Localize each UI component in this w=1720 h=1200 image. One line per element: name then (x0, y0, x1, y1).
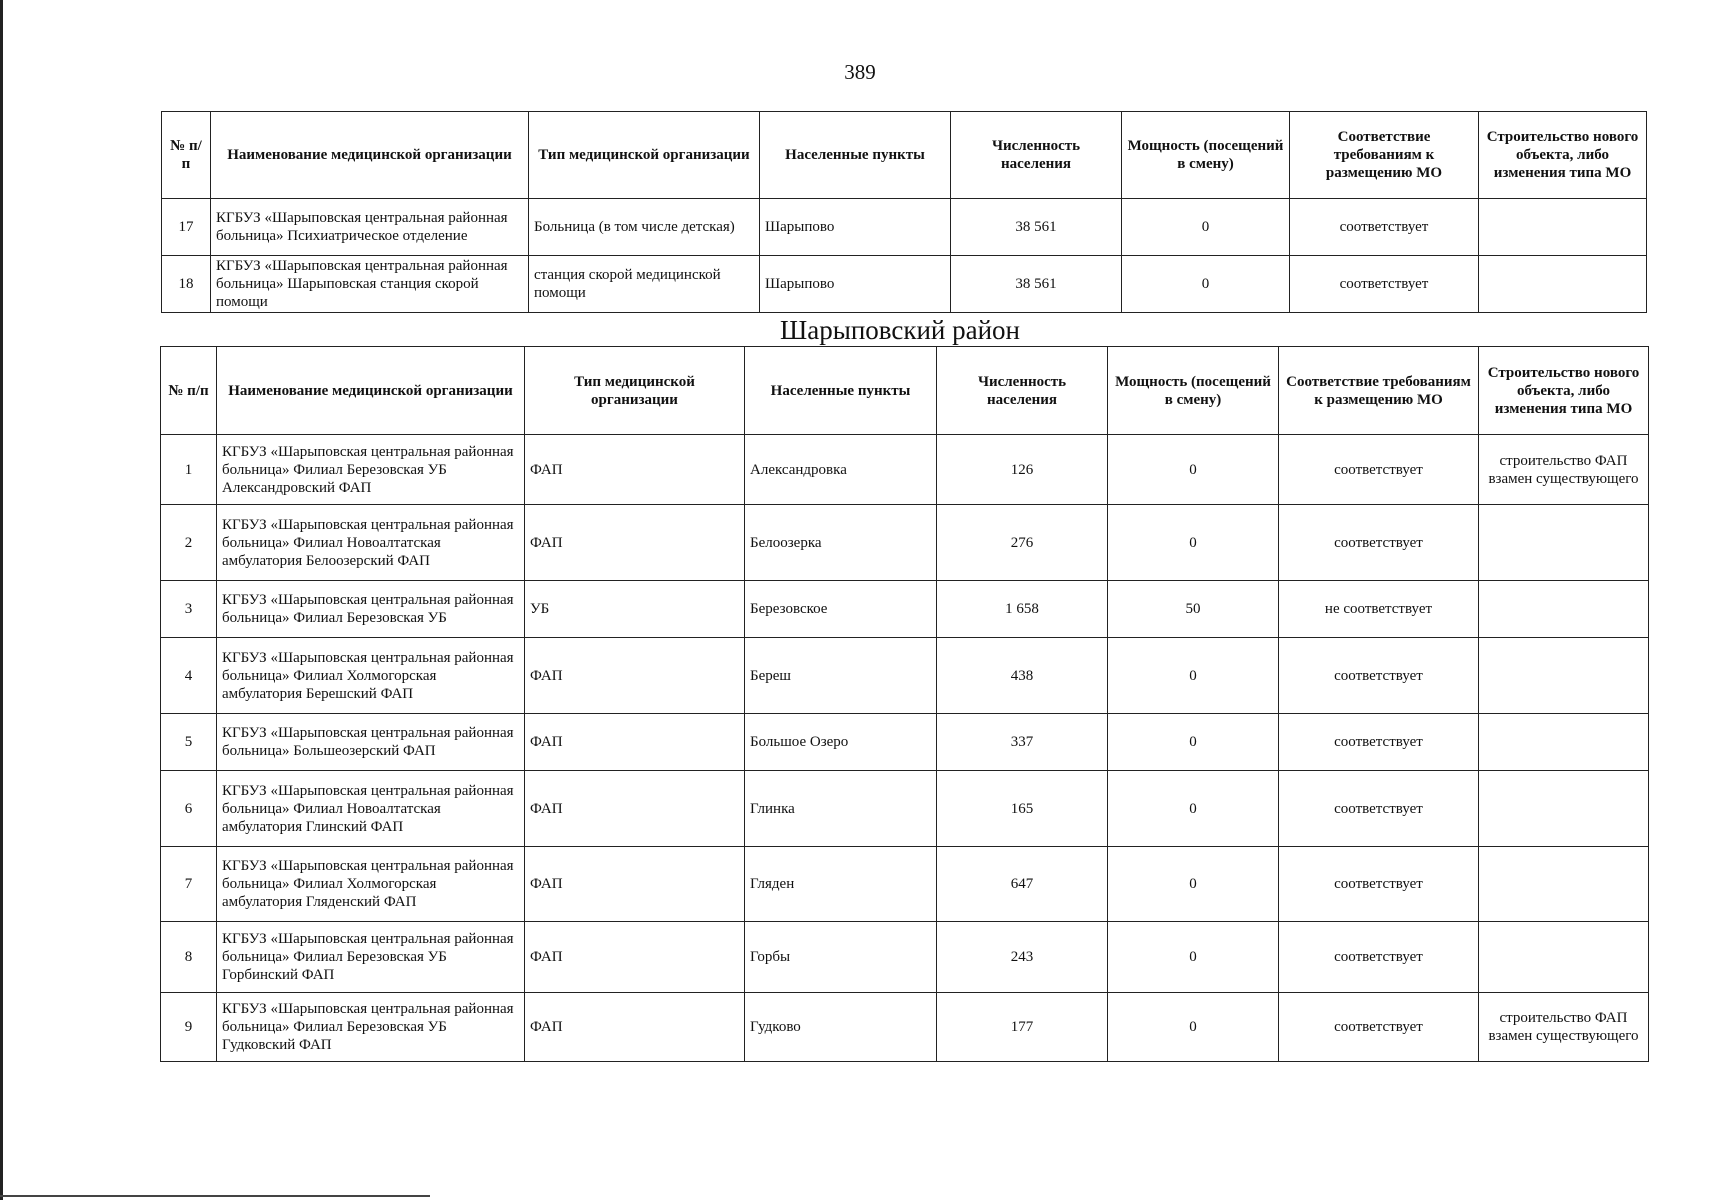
cell-settlement: Глинка (745, 771, 937, 847)
cell-population: 1 658 (937, 581, 1108, 638)
cell-name: КГБУЗ «Шарыповская центральная районная больница» Большеозерский ФАП (217, 714, 525, 771)
cell-settlement: Гляден (745, 847, 937, 922)
cell-num: 9 (161, 993, 217, 1062)
cell-num: 5 (161, 714, 217, 771)
cell-settlement: Береш (745, 638, 937, 714)
cell-population: 276 (937, 505, 1108, 581)
cell-num: 2 (161, 505, 217, 581)
cell-compliance: соответствует (1279, 847, 1479, 922)
header-settlements: Населенные пункты (760, 112, 951, 199)
cell-type: ФАП (525, 714, 745, 771)
cell-type: Больница (в том числе детская) (529, 199, 760, 256)
cell-population: 126 (937, 435, 1108, 505)
cell-capacity: 0 (1122, 256, 1290, 313)
header-settlements: Населенные пункты (745, 347, 937, 435)
cell-settlement: Шарыпово (760, 199, 951, 256)
cell-construction: строительство ФАП взамен существующего (1479, 435, 1649, 505)
table-row (161, 993, 1649, 1062)
cell-num: 1 (161, 435, 217, 505)
header-type: Тип медицинской организации (529, 112, 760, 199)
header-capacity: Мощность (посещений в смену) (1108, 347, 1279, 435)
header-construction: Строительство нового объекта, либо изменения типа МО (1479, 112, 1647, 199)
cell-name: КГБУЗ «Шарыповская центральная районная больница» Филиал Новоалтатская амбулатория Глинский ФАП (217, 771, 525, 847)
cell-capacity: 0 (1108, 435, 1279, 505)
cell-num: 17 (162, 199, 211, 256)
table-row (162, 199, 1647, 256)
header-construction: Строительство нового объекта, либо изменения типа МО (1479, 347, 1649, 435)
cell-name: КГБУЗ «Шарыповская центральная районная больница» Филиал Березовская УБ Гудковский ФАП (217, 993, 525, 1062)
facilities-table-district (160, 346, 1649, 1062)
cell-name: КГБУЗ «Шарыповская центральная районная больница» Психиатрическое отделение (211, 199, 529, 256)
cell-num: 3 (161, 581, 217, 638)
table-header (161, 347, 1649, 435)
cell-construction (1479, 771, 1649, 847)
cell-construction (1479, 638, 1649, 714)
cell-name: КГБУЗ «Шарыповская центральная районная больница» Филиал Березовская УБ Александровский ФАП (217, 435, 525, 505)
cell-construction (1479, 922, 1649, 993)
cell-settlement: Александровка (745, 435, 937, 505)
cell-num: 6 (161, 771, 217, 847)
cell-name: КГБУЗ «Шарыповская центральная районная больница» Филиал Новоалтатская амбулатория Белоозерский ФАП (217, 505, 525, 581)
cell-population: 647 (937, 847, 1108, 922)
cell-construction (1479, 199, 1647, 256)
cell-settlement: Гудково (745, 993, 937, 1062)
cell-capacity: 0 (1108, 847, 1279, 922)
cell-type: станция скорой медицинской помощи (529, 256, 760, 313)
cell-name: КГБУЗ «Шарыповская центральная районная больница» Филиал Березовская УБ (217, 581, 525, 638)
cell-capacity: 0 (1108, 505, 1279, 581)
cell-population: 337 (937, 714, 1108, 771)
cell-capacity: 0 (1108, 771, 1279, 847)
cell-compliance: соответствует (1279, 714, 1479, 771)
cell-construction (1479, 256, 1647, 313)
page-number: 389 (844, 60, 876, 84)
cell-compliance: не соответствует (1279, 581, 1479, 638)
table-row (161, 581, 1649, 638)
cell-name: КГБУЗ «Шарыповская центральная районная больница» Филиал Холмогорская амбулатория Берешский ФАП (217, 638, 525, 714)
header-num: № п/п (162, 112, 211, 199)
cell-population: 165 (937, 771, 1108, 847)
table-header (162, 112, 1647, 199)
cell-population: 243 (937, 922, 1108, 993)
cell-capacity: 50 (1108, 581, 1279, 638)
header-name: Наименование медицинской организации (211, 112, 529, 199)
cell-type: ФАП (525, 993, 745, 1062)
cell-compliance: соответствует (1290, 199, 1479, 256)
cell-construction: строительство ФАП взамен существующего (1479, 993, 1649, 1062)
cell-settlement: Горбы (745, 922, 937, 993)
scan-bottom-line (0, 1195, 430, 1197)
cell-type: УБ (525, 581, 745, 638)
cell-compliance: соответствует (1279, 505, 1479, 581)
cell-capacity: 0 (1122, 199, 1290, 256)
cell-construction (1479, 505, 1649, 581)
cell-type: ФАП (525, 847, 745, 922)
cell-population: 38 561 (951, 199, 1122, 256)
district-title: Шарыповский район (779, 315, 1021, 345)
header-population: Численность населения (937, 347, 1108, 435)
cell-construction (1479, 714, 1649, 771)
header-num: № п/п (161, 347, 217, 435)
cell-name: КГБУЗ «Шарыповская центральная районная больница» Филиал Холмогорская амбулатория Гляденский ФАП (217, 847, 525, 922)
cell-type: ФАП (525, 505, 745, 581)
header-capacity: Мощность (посещений в смену) (1122, 112, 1290, 199)
cell-capacity: 0 (1108, 638, 1279, 714)
cell-compliance: соответствует (1279, 638, 1479, 714)
table-row (161, 505, 1649, 581)
header-type: Тип медицинской организации (525, 347, 745, 435)
table-row (161, 435, 1649, 505)
cell-population: 38 561 (951, 256, 1122, 313)
header-compliance: Соответствие требованиям к размещению МО (1279, 347, 1479, 435)
cell-capacity: 0 (1108, 922, 1279, 993)
cell-construction (1479, 581, 1649, 638)
cell-num: 7 (161, 847, 217, 922)
cell-type: ФАП (525, 922, 745, 993)
cell-settlement: Березовское (745, 581, 937, 638)
cell-settlement: Большое Озеро (745, 714, 937, 771)
cell-name: КГБУЗ «Шарыповская центральная районная больница» Шарыповская станция скорой помощи (211, 256, 529, 313)
cell-compliance: соответствует (1279, 993, 1479, 1062)
cell-num: 4 (161, 638, 217, 714)
cell-population: 438 (937, 638, 1108, 714)
cell-compliance: соответствует (1279, 922, 1479, 993)
header-name: Наименование медицинской организации (217, 347, 525, 435)
cell-settlement: Белоозерка (745, 505, 937, 581)
header-compliance: Соответствие требованиям к размещению МО (1290, 112, 1479, 199)
table-row (161, 638, 1649, 714)
table-row (162, 256, 1647, 313)
table-row (161, 771, 1649, 847)
cell-num: 8 (161, 922, 217, 993)
cell-type: ФАП (525, 638, 745, 714)
cell-construction (1479, 847, 1649, 922)
cell-type: ФАП (525, 435, 745, 505)
cell-settlement: Шарыпово (760, 256, 951, 313)
cell-population: 177 (937, 993, 1108, 1062)
cell-name: КГБУЗ «Шарыповская центральная районная больница» Филиал Березовская УБ Горбинский ФАП (217, 922, 525, 993)
cell-compliance: соответствует (1290, 256, 1479, 313)
header-population: Численность населения (951, 112, 1122, 199)
cell-capacity: 0 (1108, 993, 1279, 1062)
table-row (161, 922, 1649, 993)
cell-type: ФАП (525, 771, 745, 847)
scan-left-edge (0, 0, 3, 1200)
cell-capacity: 0 (1108, 714, 1279, 771)
table-row (161, 714, 1649, 771)
facilities-table-top (161, 111, 1647, 313)
cell-compliance: соответствует (1279, 771, 1479, 847)
cell-compliance: соответствует (1279, 435, 1479, 505)
table-row (161, 847, 1649, 922)
cell-num: 18 (162, 256, 211, 313)
